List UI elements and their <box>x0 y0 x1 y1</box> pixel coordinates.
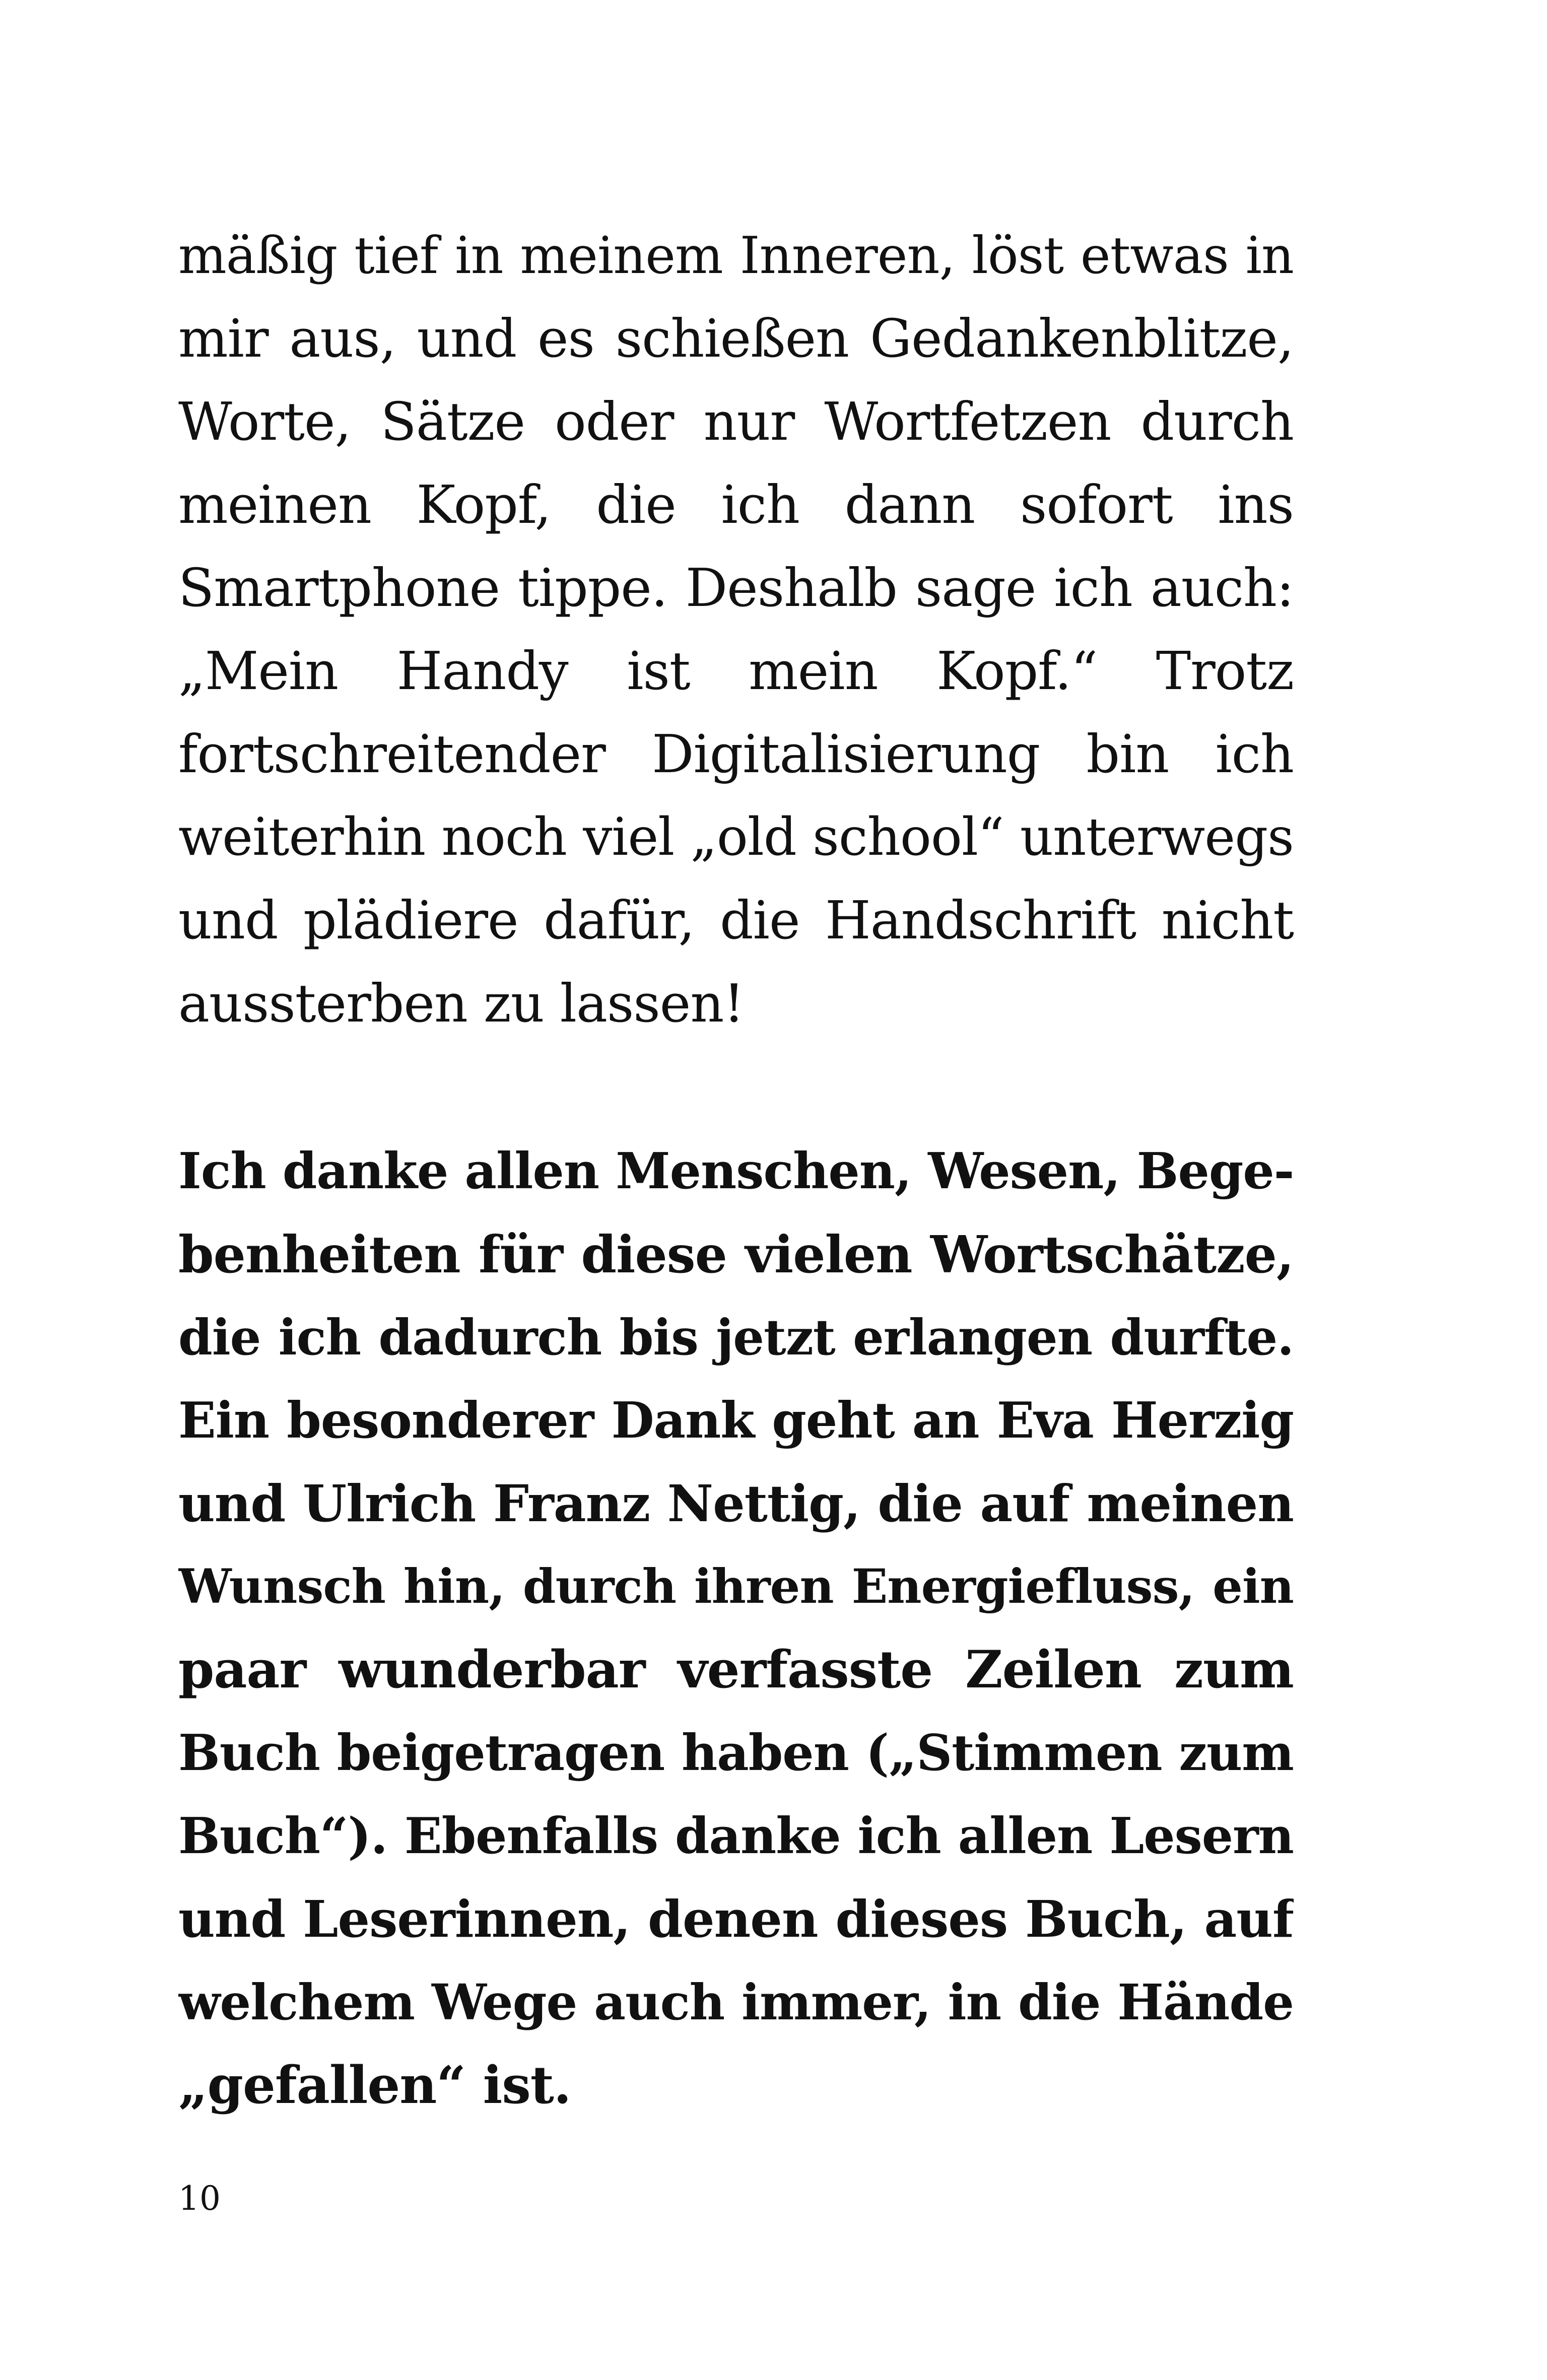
text-line: und Leserinnen, denen dieses Buch, auf <box>178 1889 1294 1949</box>
text-line: mir aus, und es schießen Gedankenblitze, <box>178 308 1294 369</box>
text-line: und Ulrich Franz Nettig, die auf meinen <box>178 1474 1294 1533</box>
text-line: benheiten für diese vielen Wortschätze, <box>178 1225 1294 1284</box>
text-line: welchem Wege auch immer, in die Hände <box>178 1974 1294 2031</box>
text-line: „Mein Handy ist mein Kopf.“ Trotz <box>178 640 1294 702</box>
text-line: „gefallen“ ist. <box>178 2055 571 2116</box>
text-line: Ein besonderer Dank geht an Eva Herzig <box>178 1392 1294 1450</box>
text-line: Buch beigetragen haben („Stimmen zum <box>178 1724 1294 1782</box>
text-line: Smartphone tippe. Deshalb sage ich auch: <box>178 557 1294 619</box>
text-line: Ich danke allen Menschen, Wesen, Bege- <box>178 1142 1294 1200</box>
text-line: und plädiere dafür, die Handschrift nicht <box>178 890 1294 951</box>
text-line: Worte, Sätze oder nur Wortfetzen durch <box>178 391 1294 452</box>
text-line: Wunsch hin, durch ihren Energiefluss, ein <box>178 1559 1294 1614</box>
text-line: meinen Kopf, die ich dann sofort ins <box>178 474 1294 535</box>
text-line: mäßig tief in meinem Inneren, löst etwas in <box>178 226 1294 285</box>
acknowledgement-paragraph-bold <box>178 1130 1294 2127</box>
text-line: weiterhin noch viel „old school“ unterwegs <box>178 807 1294 867</box>
text-line: Buch“). Ebenfalls danke ich allen Lesern <box>178 1807 1294 1865</box>
text-line: die ich dadurch bis jetzt erlangen durfte. <box>178 1309 1294 1366</box>
text-line: paar wunderbar verfasste Zeilen zum <box>178 1640 1294 1700</box>
text-line: fortschreitender Digitalisierung bin ich <box>178 723 1294 785</box>
text-line: aussterben zu lassen! <box>178 973 745 1034</box>
page-number: 10 <box>178 2179 221 2218</box>
body-paragraph-regular <box>178 214 1294 1045</box>
